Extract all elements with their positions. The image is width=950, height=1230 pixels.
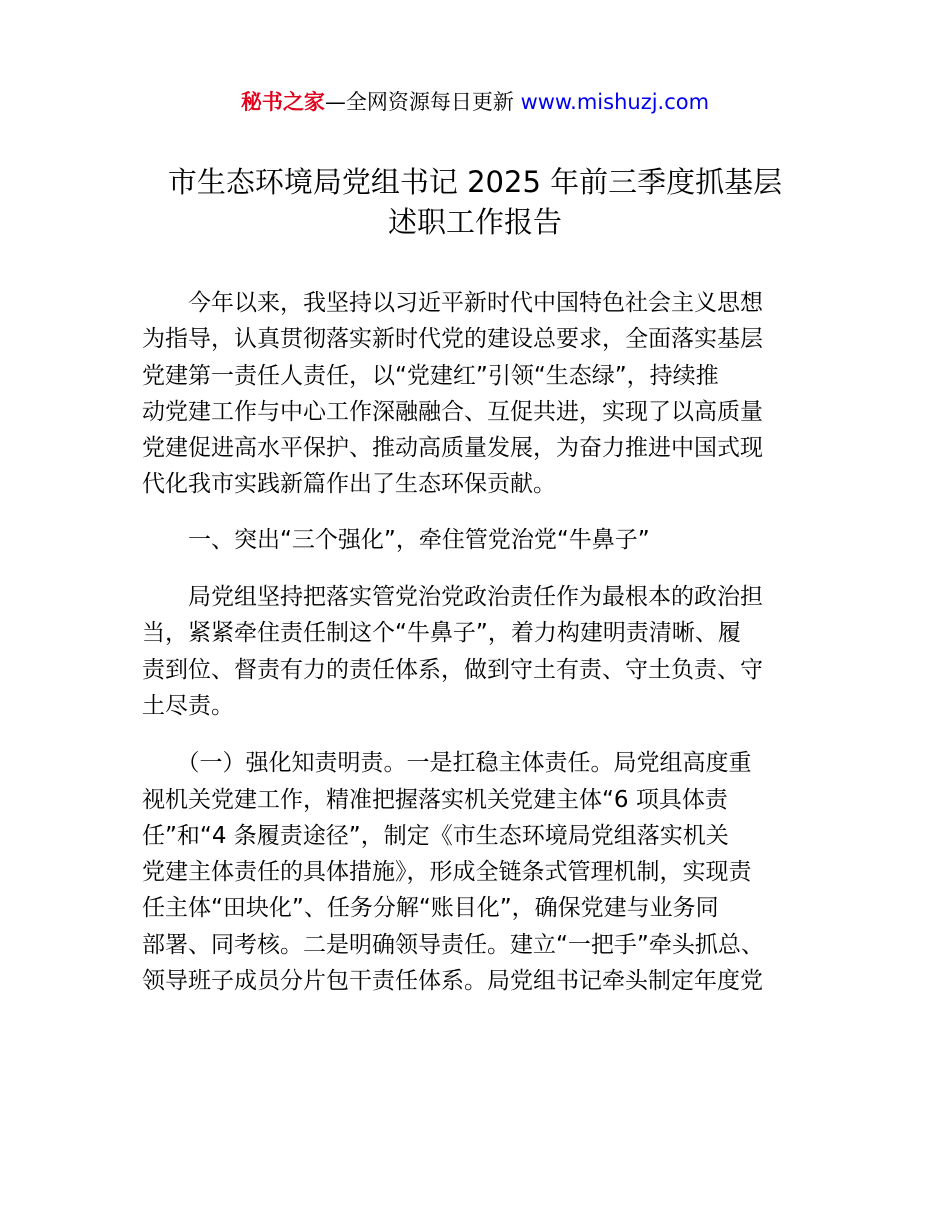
text-line: 领导班子成员分片包干责任体系。局党组书记牵头制定年度党 bbox=[142, 968, 763, 995]
paragraph-subsection-1 bbox=[142, 745, 822, 999]
text-line: 一、突出“三个强化”，牵住管党治党“牛鼻子” bbox=[142, 526, 650, 553]
text-line: 任”和“4 条履责途径”，制定《市生态环境局党组落实机关 bbox=[142, 822, 729, 849]
document-body bbox=[142, 285, 822, 999]
text-line: 动党建工作与中心工作深融融合、互促共进，实现了以高质量 bbox=[142, 398, 763, 425]
text-line: 今年以来，我坚持以习近平新时代中国特色社会主义思想 bbox=[142, 290, 763, 316]
site-url-link[interactable]: www.mishuzj.com bbox=[520, 90, 710, 114]
text-line: 责到位、督责有力的责任体系，做到守土有责、守土负责、守 bbox=[142, 656, 763, 683]
section-heading-1 bbox=[142, 522, 822, 558]
text-line: 视机关党建工作，精准把握落实机关党建主体“6 项具体责 bbox=[142, 786, 728, 813]
text-line: 当，紧紧牵住责任制这个“牛鼻子”，着力构建明责清晰、履 bbox=[142, 620, 741, 647]
text-line: 代化我市实践新篇作出了生态环保贡献。 bbox=[142, 471, 556, 498]
header-tagline: 全网资源每日更新 bbox=[345, 90, 514, 114]
title-line-1: 市生态环境局党组书记 2025 年前三季度抓基层 bbox=[167, 165, 783, 199]
text-line: 土尽责。 bbox=[142, 692, 234, 719]
paragraph-intro bbox=[142, 285, 822, 503]
site-brand: 秘书之家 bbox=[240, 90, 325, 114]
text-line: 局党组坚持把落实管党治党政治责任作为最根本的政治担 bbox=[142, 584, 763, 611]
text-line: 任主体“田块化”、任务分解“账目化”，确保党建与业务同 bbox=[142, 895, 719, 922]
site-header bbox=[0, 86, 950, 118]
header-dash: — bbox=[324, 90, 346, 114]
document-title bbox=[100, 162, 850, 242]
title-line-2: 述职工作报告 bbox=[387, 205, 562, 239]
paragraph-section-1-intro bbox=[142, 579, 822, 724]
text-line: 部署、同考核。二是明确领导责任。建立“一把手”牵头抓总、 bbox=[142, 931, 764, 958]
text-line: 为指导，认真贯彻落实新时代党的建设总要求，全面落实基层 bbox=[142, 326, 763, 353]
text-line: 党建主体责任的具体措施》，形成全链条式管理机制，实现责 bbox=[142, 859, 752, 886]
text-line: 党建促进高水平保护、推动高质量发展，为奋力推进中国式现 bbox=[142, 435, 763, 462]
text-line: （一）强化知责明责。一是扛稳主体责任。局党组高度重 bbox=[142, 750, 752, 777]
text-line: 党建第一责任人责任，以“党建红”引领“生态绿”，持续推 bbox=[142, 362, 719, 389]
